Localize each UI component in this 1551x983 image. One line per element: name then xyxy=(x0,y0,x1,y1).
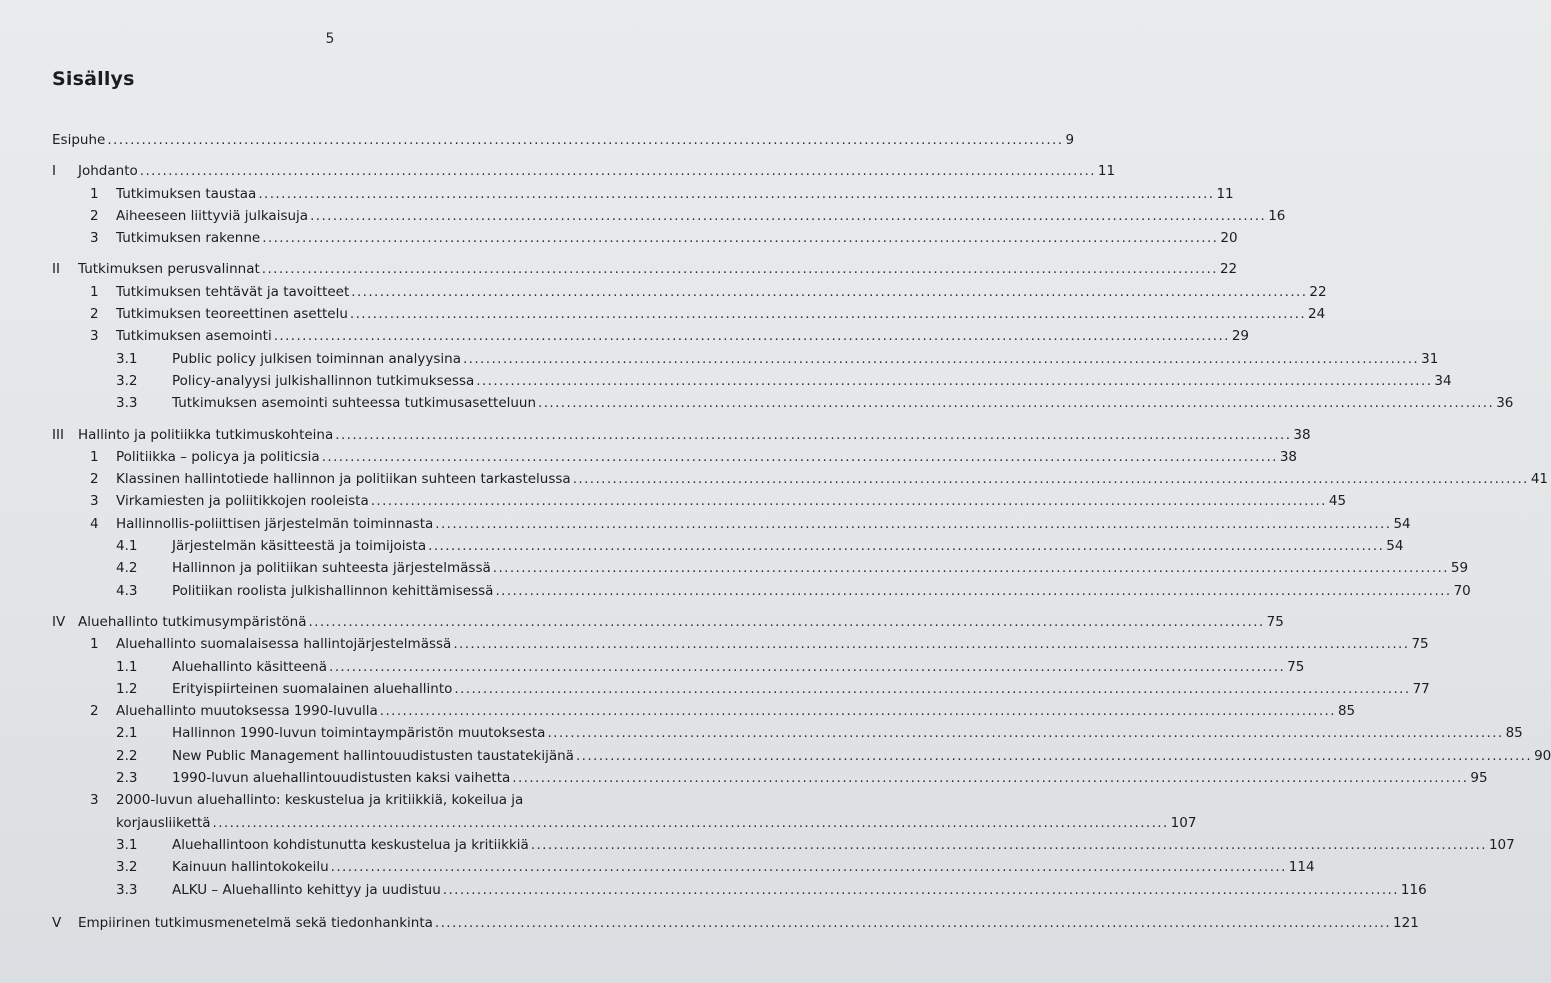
entry-page: 11 xyxy=(1097,163,1116,180)
entry-number: 4.1 xyxy=(116,538,138,555)
leader-dots xyxy=(310,205,1266,227)
leader-dots xyxy=(262,258,1218,280)
entry-number: 3 xyxy=(90,792,99,809)
leader-dots xyxy=(213,812,1169,834)
leader-dots xyxy=(531,834,1487,856)
leader-dots xyxy=(495,580,1451,602)
entry-page: 116 xyxy=(1400,881,1427,898)
entry-number: 2 xyxy=(90,306,99,323)
entry-title: 2000-luvun aluehallinto: keskustelua ja kritiikkiä, kokeilua ja xyxy=(116,792,524,809)
toc-entry xyxy=(52,856,1315,878)
toc-entry xyxy=(52,580,1471,602)
entry-number: 3.3 xyxy=(116,881,138,898)
toc-entry xyxy=(52,490,1347,512)
toc-entry xyxy=(52,281,1327,303)
entry-number: 2.2 xyxy=(116,747,138,764)
entry-page: 38 xyxy=(1279,448,1298,465)
entry-number: III xyxy=(52,426,64,443)
entry-page: 31 xyxy=(1421,350,1439,367)
entry-page: 77 xyxy=(1412,680,1430,697)
leader-dots xyxy=(380,700,1336,722)
entry-title: Tutkimuksen perusvalinnat xyxy=(78,261,260,278)
leader-dots xyxy=(274,325,1230,347)
entry-page: 54 xyxy=(1386,538,1404,555)
entry-number: 3.2 xyxy=(116,372,138,389)
entry-page: 41 xyxy=(1530,471,1549,488)
entry-page: 95 xyxy=(1470,770,1488,787)
entry-number: 3 xyxy=(90,328,99,345)
toc-entry xyxy=(52,129,1075,151)
leader-dots xyxy=(573,468,1529,490)
entry-number: 3.3 xyxy=(116,395,138,412)
entry-number: 1 xyxy=(90,283,99,300)
entry-title: Hallinnon 1990-luvun toimintaympäristön muutoksesta xyxy=(172,725,546,742)
toc-entry xyxy=(52,205,1286,227)
entry-number: 2 xyxy=(90,703,99,720)
toc-entry xyxy=(52,468,1549,490)
entry-title: Järjestelmän käsitteestä ja toimijoista xyxy=(172,538,427,555)
entry-title: Hallinto ja politiikka tutkimuskohteina xyxy=(78,426,334,443)
entry-title: Politiikan roolista julkishallinnon kehittämisessä xyxy=(172,582,494,599)
entry-title: Tutkimuksen asemointi xyxy=(116,328,272,345)
entry-title: Erityispiirteinen suomalainen aluehallinto xyxy=(172,680,453,697)
leader-dots xyxy=(322,446,1278,468)
leader-dots xyxy=(538,392,1494,414)
entry-title: Tutkimuksen rakenne xyxy=(116,230,261,247)
toc-entry xyxy=(52,370,1452,392)
leader-dots xyxy=(435,912,1391,934)
toc-entry xyxy=(52,446,1298,468)
entry-title: Tutkimuksen teoreettinen asettelu xyxy=(116,306,348,323)
entry-page: 24 xyxy=(1308,306,1326,323)
toc-entry xyxy=(52,656,1305,678)
entry-number: 3.2 xyxy=(116,859,138,876)
entry-number: IV xyxy=(52,613,66,630)
entry-title: 1990-luvun aluehallintouudistusten kaksi vaihetta xyxy=(172,770,511,787)
leader-dots xyxy=(547,722,1503,744)
entry-number: 3 xyxy=(90,230,99,247)
toc-entry xyxy=(52,767,1488,789)
leader-dots xyxy=(262,227,1218,249)
leader-dots xyxy=(454,678,1410,700)
entry-number: 1 xyxy=(90,448,99,465)
entry-title: Tutkimuksen tehtävät ja tavoitteet xyxy=(116,283,350,300)
leader-dots xyxy=(331,856,1287,878)
toc-entry xyxy=(52,535,1404,557)
toc-entry xyxy=(52,325,1250,347)
entry-number: 2.1 xyxy=(116,725,138,742)
entry-title: Johdanto xyxy=(78,163,138,180)
toc-entry xyxy=(52,700,1356,722)
entry-title: Esipuhe xyxy=(52,132,106,148)
entry-number: 2 xyxy=(90,471,99,488)
entry-title: Empiirinen tutkimusmenetelmä sekä tiedonhankinta xyxy=(78,914,433,931)
toc-entry xyxy=(52,745,1551,767)
table-of-contents xyxy=(52,129,1551,934)
leader-dots xyxy=(443,879,1399,901)
leader-dots xyxy=(463,348,1419,370)
toc-entry xyxy=(52,183,1234,205)
entry-page: 114 xyxy=(1288,859,1315,876)
entry-title: ALKU – Aluehallinto kehittyy ja uudistuu xyxy=(172,881,441,898)
entry-number: 3.1 xyxy=(116,836,138,853)
toc-entry xyxy=(52,722,1523,744)
leader-dots xyxy=(576,745,1532,767)
page-number: 5 xyxy=(325,31,335,47)
entry-number: 2 xyxy=(90,207,99,224)
entry-page: 75 xyxy=(1287,658,1305,675)
entry-number: 4.3 xyxy=(116,582,138,599)
entry-title-continued: korjausliikettä xyxy=(116,814,211,831)
entry-page: 36 xyxy=(1496,395,1514,412)
entry-title: Virkamiesten ja poliitikkojen rooleista xyxy=(116,493,369,510)
entry-page: 16 xyxy=(1268,207,1286,224)
leader-dots xyxy=(351,281,1307,303)
toc-entry xyxy=(52,789,1197,834)
entry-page: 90 xyxy=(1534,747,1551,764)
leader-dots xyxy=(107,129,1063,151)
entry-page: 38 xyxy=(1293,426,1311,443)
toc-entry xyxy=(52,557,1469,579)
toc-entry xyxy=(52,678,1430,700)
leader-dots xyxy=(435,513,1391,535)
leader-dots xyxy=(329,656,1285,678)
entry-number: 3.1 xyxy=(116,350,138,367)
entry-title: Aluehallinto käsitteenä xyxy=(172,658,327,675)
leader-dots xyxy=(512,767,1468,789)
entry-number: 1 xyxy=(90,185,99,202)
entry-title: Aluehallinto tutkimusympäristönä xyxy=(78,613,307,630)
entry-page: 70 xyxy=(1453,582,1471,599)
entry-page: 45 xyxy=(1328,493,1347,510)
entry-page: 85 xyxy=(1337,703,1356,720)
entry-title: Aluehallinto suomalaisessa hallintojärjestelmässä xyxy=(116,636,452,653)
leader-dots xyxy=(476,370,1432,392)
entry-number: V xyxy=(52,914,62,931)
entry-number: II xyxy=(52,261,60,278)
entry-page: 22 xyxy=(1309,283,1327,300)
entry-page: 20 xyxy=(1220,230,1238,247)
leader-dots xyxy=(140,160,1096,182)
entry-number: 4 xyxy=(90,515,99,532)
leader-dots xyxy=(371,490,1327,512)
entry-page: 9 xyxy=(1065,132,1075,148)
entry-page: 75 xyxy=(1266,613,1284,630)
entry-title: Klassinen hallintotiede hallinnon ja politiikan suhteen tarkastelussa xyxy=(116,471,571,488)
entry-title: Aluehallinto muutoksessa 1990-luvulla xyxy=(116,703,378,720)
toc-entry xyxy=(52,834,1515,856)
toc-entry xyxy=(52,879,1427,901)
entry-number: 4.2 xyxy=(116,560,138,577)
entry-title: New Public Management hallintouudistusten taustatekijänä xyxy=(172,747,574,764)
entry-title: Tutkimuksen asemointi suhteessa tutkimusasetteluun xyxy=(172,395,537,412)
entry-number: 2.3 xyxy=(116,770,138,787)
toc-entry xyxy=(52,513,1411,535)
entry-page: 107 xyxy=(1488,836,1515,853)
leader-dots xyxy=(493,557,1449,579)
entry-page: 34 xyxy=(1434,372,1452,389)
entry-page: 75 xyxy=(1411,636,1429,653)
entry-title: Public policy julkisen toiminnan analyysina xyxy=(172,350,461,367)
toc-entry xyxy=(52,392,1514,414)
entry-page: 29 xyxy=(1231,328,1250,345)
toc-entry xyxy=(52,227,1238,249)
toc-entry xyxy=(52,912,1419,934)
toc-entry xyxy=(52,633,1429,655)
toc-entry xyxy=(52,303,1326,325)
leader-dots xyxy=(258,183,1214,205)
entry-page: 85 xyxy=(1505,725,1523,742)
toc-entry xyxy=(52,348,1439,370)
toc-entry xyxy=(52,160,1116,182)
entry-page: 54 xyxy=(1393,515,1411,532)
entry-title: Politiikka – policya ja politicsia xyxy=(116,448,320,465)
entry-number: 1 xyxy=(90,636,99,653)
toc-entry xyxy=(52,611,1284,633)
entry-title: Tutkimuksen taustaa xyxy=(116,185,257,202)
entry-number: 3 xyxy=(90,493,99,510)
entry-page: 107 xyxy=(1170,814,1197,831)
toc-entry xyxy=(52,424,1311,446)
entry-number: I xyxy=(52,163,56,180)
entry-number: 1.2 xyxy=(116,680,138,697)
toc-heading: Sisällys xyxy=(52,68,135,90)
entry-title: Aiheeseen liittyviä julkaisuja xyxy=(116,207,309,224)
leader-dots xyxy=(335,424,1291,446)
leader-dots xyxy=(350,303,1306,325)
entry-title: Hallinnollis-poliittisen järjestelmän toiminnasta xyxy=(116,515,434,532)
entry-page: 22 xyxy=(1219,261,1238,278)
entry-title: Policy-analyysi julkishallinnon tutkimuksessa xyxy=(172,372,475,389)
entry-page: 11 xyxy=(1216,185,1234,202)
leader-dots xyxy=(428,535,1384,557)
entry-title: Kainuun hallintokokeilu xyxy=(172,859,329,876)
entry-title: Hallinnon ja politiikan suhteesta järjestelmässä xyxy=(172,560,491,577)
entry-page: 59 xyxy=(1450,560,1469,577)
toc-entry xyxy=(52,258,1238,280)
entry-number: 1.1 xyxy=(116,658,138,675)
entry-page: 121 xyxy=(1393,914,1419,931)
leader-dots xyxy=(453,633,1409,655)
entry-title: Aluehallintoon kohdistunutta keskustelua ja kritiikkiä xyxy=(172,836,529,853)
leader-dots xyxy=(308,611,1264,633)
